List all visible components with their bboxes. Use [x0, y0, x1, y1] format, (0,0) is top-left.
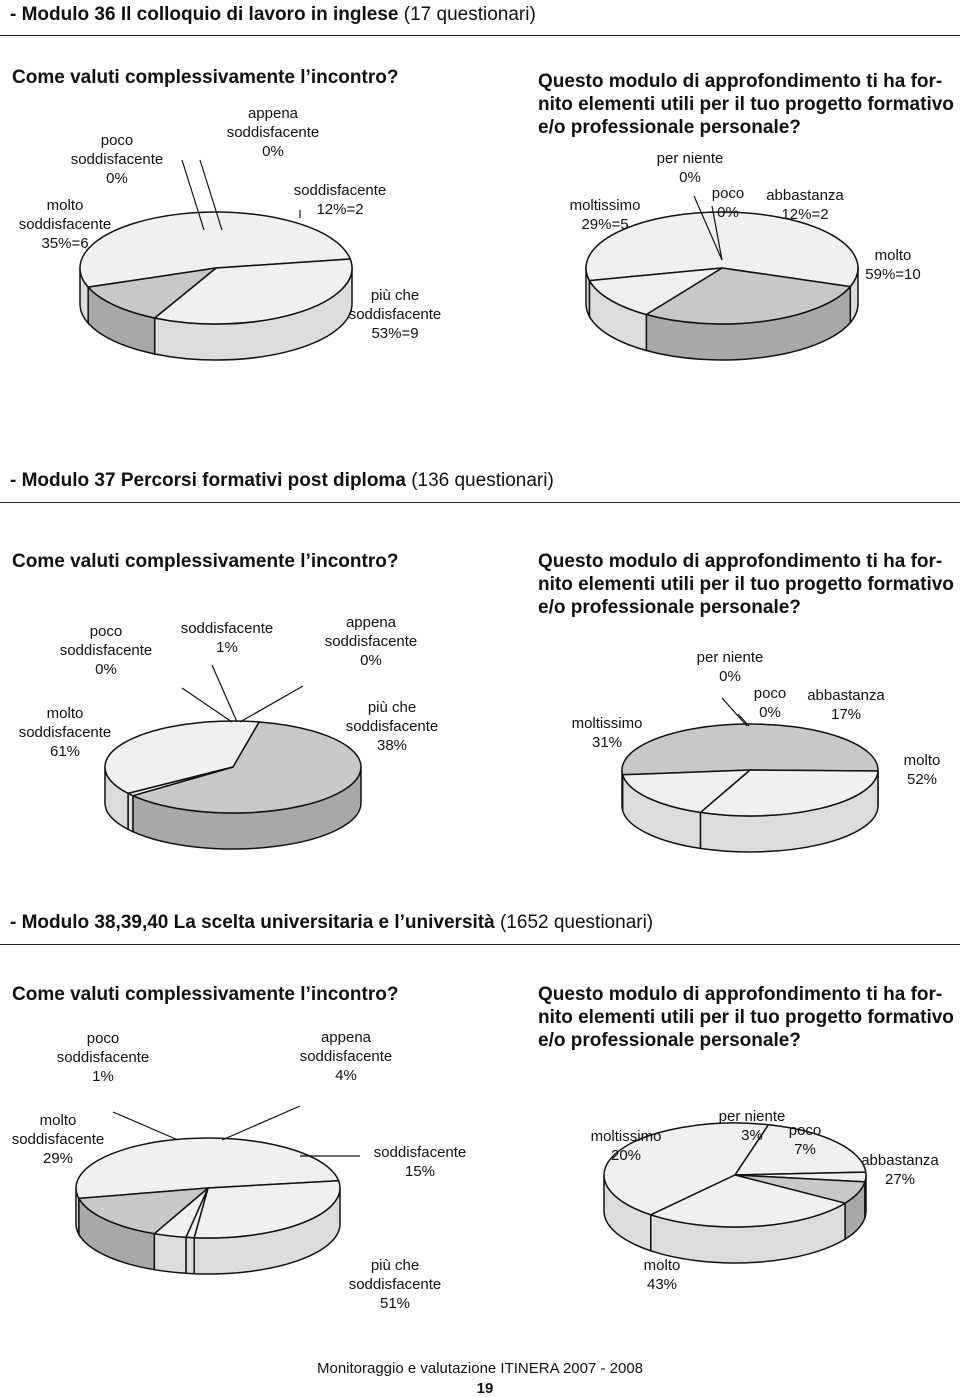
slice-label — [227, 105, 320, 160]
slice-label — [12, 1112, 105, 1167]
module-title: - Modulo 38,39,40 La scelta universitaria e l’università — [10, 912, 495, 933]
slice-label — [346, 699, 439, 754]
slice-label-line: soddisfacente — [324, 633, 418, 650]
slice-label-line: 43% — [646, 1276, 678, 1293]
slice-label — [644, 1257, 681, 1293]
slice-label-line: 35%=6 — [41, 235, 89, 252]
slice-label-line: molto — [903, 752, 941, 769]
slice-label-line: 7% — [794, 1141, 816, 1158]
module-title: - Modulo 37 Percorsi formativi post diploma — [10, 470, 406, 491]
slice-label-line: 0% — [106, 170, 128, 187]
slice-label-line: soddisfacente — [180, 620, 274, 637]
slice-label-line: abbastanza — [861, 1152, 939, 1169]
module-38-question-left: Come valuti complessivamente l’incontro? — [12, 984, 399, 1005]
slice-label-line: molto — [874, 247, 912, 264]
slice-label-line: più che — [367, 699, 417, 716]
leader-line — [222, 1106, 300, 1140]
module-count: (17 questionari) — [403, 4, 536, 25]
slice-label — [572, 715, 643, 751]
slice-label-line: 29%=5 — [581, 216, 629, 233]
slice-label-line: 3% — [741, 1127, 763, 1144]
slice-label-line: 0% — [717, 204, 739, 221]
pie-chart-3 — [19, 614, 439, 849]
slice-label-line: moltissimo — [569, 197, 641, 214]
slice-label-line: 61% — [49, 743, 81, 760]
footer-text: Monitoraggio e valutazione ITINERA 2007 - 2008 — [316, 1360, 644, 1377]
module-count: (1652 questionari) — [499, 912, 654, 933]
slice-label-line: soddisfacente — [293, 182, 387, 199]
slice-label-line: 0% — [719, 668, 741, 685]
slice-label-line: soddisfacente — [59, 642, 153, 659]
slice-label-line: soddisfacente — [373, 1144, 467, 1161]
slice-label — [19, 705, 112, 760]
slice-label-line: 17% — [830, 706, 862, 723]
slice-label-line: più che — [370, 287, 420, 304]
slice-label — [57, 1030, 150, 1085]
slice-label — [861, 1152, 939, 1188]
page-number: 19 — [476, 1380, 494, 1397]
slice-label — [60, 623, 153, 678]
slice-label-line: appena — [320, 1029, 372, 1046]
slice-label — [865, 247, 920, 283]
slice-label-line: per niente — [718, 1108, 786, 1125]
leader-line — [212, 665, 237, 722]
slice-label-line: 12%=2 — [781, 206, 829, 223]
module-count: (136 questionari) — [411, 470, 554, 491]
slice-label — [181, 620, 274, 656]
slice-label-line: più che — [370, 1257, 420, 1274]
slice-label-line: per niente — [696, 649, 764, 666]
slice-label-line: molto — [39, 1112, 77, 1129]
slice-label-line: soddisfacente — [11, 1131, 105, 1148]
slice-label — [657, 150, 724, 186]
pie-slice-1 — [622, 724, 878, 775]
slice-label-line: 4% — [335, 1067, 357, 1084]
slice-label-line: per niente — [656, 150, 724, 167]
slice-label — [294, 182, 387, 218]
slice-label-line: moltissimo — [590, 1128, 662, 1145]
module-36-question-right: Questo modulo di approfondimento ti ha for-nito elementi utili per il tuo progetto formativo e/o professionale personale? — [538, 71, 954, 138]
slice-label-line: 15% — [404, 1163, 436, 1180]
leader-line — [113, 1112, 178, 1140]
slice-label-line: 51% — [379, 1295, 411, 1312]
slice-label — [325, 614, 418, 669]
slice-label-line: soddisfacente — [56, 1049, 150, 1066]
slice-label — [71, 132, 164, 187]
slice-label-line: 29% — [42, 1150, 74, 1167]
module-37-question-right: Questo modulo di approfondimento ti ha for-nito elementi utili per il tuo progetto formativo e/o professionale personale? — [538, 551, 954, 618]
slice-label-line: poco — [86, 1030, 120, 1047]
leader-line — [722, 698, 747, 726]
slice-label — [349, 287, 442, 342]
slice-label-line: soddisfacente — [345, 718, 439, 735]
slice-label-line: abbastanza — [807, 687, 885, 704]
slice-label-line: poco — [711, 185, 745, 202]
slice-label-line: molto — [46, 197, 84, 214]
slice-label — [754, 685, 787, 721]
slice-label-line: 1% — [92, 1068, 114, 1085]
module-title: - Modulo 36 Il colloquio di lavoro in inglese — [10, 4, 399, 25]
slice-label-line: soddisfacente — [70, 151, 164, 168]
module-38-question-right: Questo modulo di approfondimento ti ha for-nito elementi utili per il tuo progetto formativo e/o professionale personale? — [538, 984, 954, 1051]
leader-line — [240, 686, 303, 722]
pie-chart-5 — [12, 1029, 467, 1312]
slice-label-line: 20% — [610, 1147, 642, 1164]
slice-label — [904, 752, 941, 788]
slice-label-line: soddisfacente — [18, 724, 112, 741]
pie-side-3 — [186, 1237, 194, 1273]
slice-label — [349, 1257, 442, 1312]
slice-label-line: 27% — [884, 1171, 916, 1188]
slice-label-line: poco — [788, 1122, 822, 1139]
slice-label — [807, 687, 885, 723]
slice-label — [697, 649, 764, 685]
slice-label-line: 12%=2 — [316, 201, 364, 218]
slice-label-line: molto — [46, 705, 84, 722]
slice-label-line: poco — [753, 685, 787, 702]
slice-label-line: 59%=10 — [865, 266, 921, 283]
slice-label-line: 38% — [376, 737, 408, 754]
slice-label-line: abbastanza — [766, 187, 844, 204]
slice-label-line: soddisfacente — [348, 306, 442, 323]
slice-label-line: soddisfacente — [348, 1276, 442, 1293]
slice-label-line: 0% — [262, 143, 284, 160]
slice-label-line: soddisfacente — [18, 216, 112, 233]
slice-label-line: 1% — [216, 639, 238, 656]
slice-label-line: soddisfacente — [299, 1048, 393, 1065]
slice-label-line: soddisfacente — [226, 124, 320, 141]
slice-label-line: poco — [89, 623, 123, 640]
slice-label — [374, 1144, 467, 1180]
slice-label-line: poco — [100, 132, 134, 149]
slice-label-line: 0% — [679, 169, 701, 186]
slice-label-line: appena — [247, 105, 299, 122]
module-37-question-left: Come valuti complessivamente l’incontro? — [12, 551, 399, 572]
slice-label-line: 52% — [906, 771, 938, 788]
slice-label-line: appena — [345, 614, 397, 631]
pie-chart-2 — [570, 150, 921, 360]
slice-label-line: molto — [643, 1257, 681, 1274]
pie-side-4 — [128, 793, 133, 831]
slice-label-line: 0% — [360, 652, 382, 669]
slice-label-line: 0% — [759, 704, 781, 721]
pie-side-4 — [154, 1234, 186, 1274]
slice-label — [300, 1029, 393, 1084]
pie-chart-6 — [591, 1108, 940, 1293]
slice-label-line: 31% — [591, 734, 623, 751]
slice-label-line: 0% — [95, 661, 117, 678]
pie-chart-4 — [572, 649, 941, 852]
pie-chart-1 — [19, 105, 442, 360]
module-36-question-left: Come valuti complessivamente l’incontro? — [12, 67, 399, 88]
slice-label-line: moltissimo — [571, 715, 643, 732]
slice-label-line: 53%=9 — [371, 325, 419, 342]
